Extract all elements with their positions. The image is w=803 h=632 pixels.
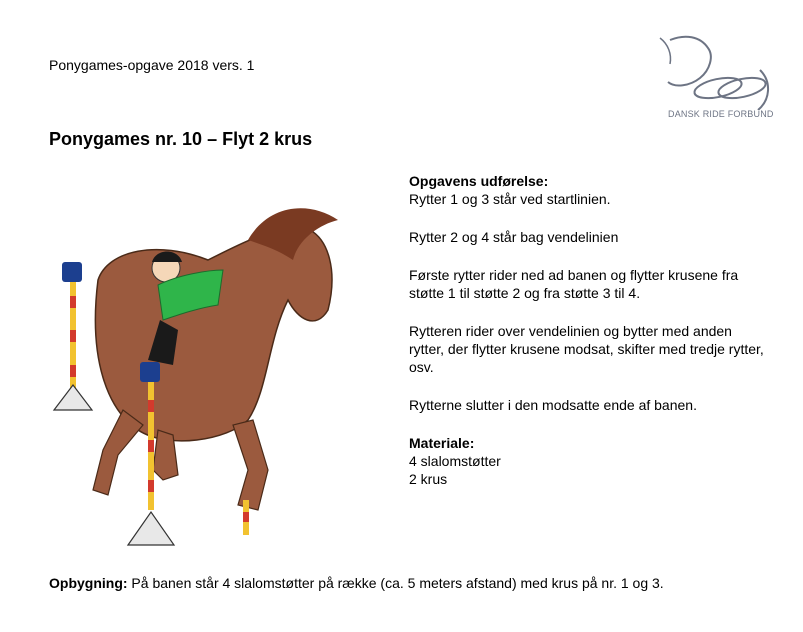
logo-text: DANSK RIDE FORBUND bbox=[668, 109, 774, 119]
execution-paragraph: Rytteren rider over vendelinien og bytter med anden rytter, der flytter krusene modsat, skifter med tredje rytter, osv. bbox=[409, 323, 764, 375]
materials-item: 4 slalomstøtter bbox=[409, 453, 501, 469]
setup-label: Opbygning: bbox=[49, 575, 128, 591]
execution-heading: Opgavens udførelse: bbox=[409, 173, 549, 189]
setup-description bbox=[49, 575, 664, 591]
dansk-ride-forbund-logo bbox=[630, 30, 780, 140]
materials-heading: Materiale: bbox=[409, 435, 475, 451]
page-title: Ponygames nr. 10 – Flyt 2 krus bbox=[49, 129, 313, 149]
materials-section bbox=[409, 434, 769, 488]
execution-paragraph: Rytter 1 og 3 står ved startlinien. bbox=[409, 191, 611, 207]
document-version-header: Ponygames-opgave 2018 vers. 1 bbox=[49, 57, 255, 73]
execution-paragraph: Første rytter rider ned ad banen og flytter krusene fra støtte 1 til støtte 2 og fra støtte 3 til 4. bbox=[409, 267, 739, 301]
pony-rider-illustration bbox=[48, 200, 358, 560]
setup-text: På banen står 4 slalomstøtter på række (ca. 5 meters afstand) med krus på nr. 1 og 3. bbox=[127, 575, 664, 591]
cup-icon bbox=[140, 362, 160, 382]
materials-item: 2 krus bbox=[409, 471, 448, 487]
cup-icon bbox=[62, 262, 82, 282]
execution-paragraph: Rytter 2 og 4 står bag vendelinien bbox=[409, 229, 619, 245]
task-description bbox=[409, 172, 769, 488]
horse-head-logo-icon bbox=[630, 30, 780, 110]
execution-paragraph: Rytterne slutter i den modsatte ende af banen. bbox=[409, 397, 697, 413]
